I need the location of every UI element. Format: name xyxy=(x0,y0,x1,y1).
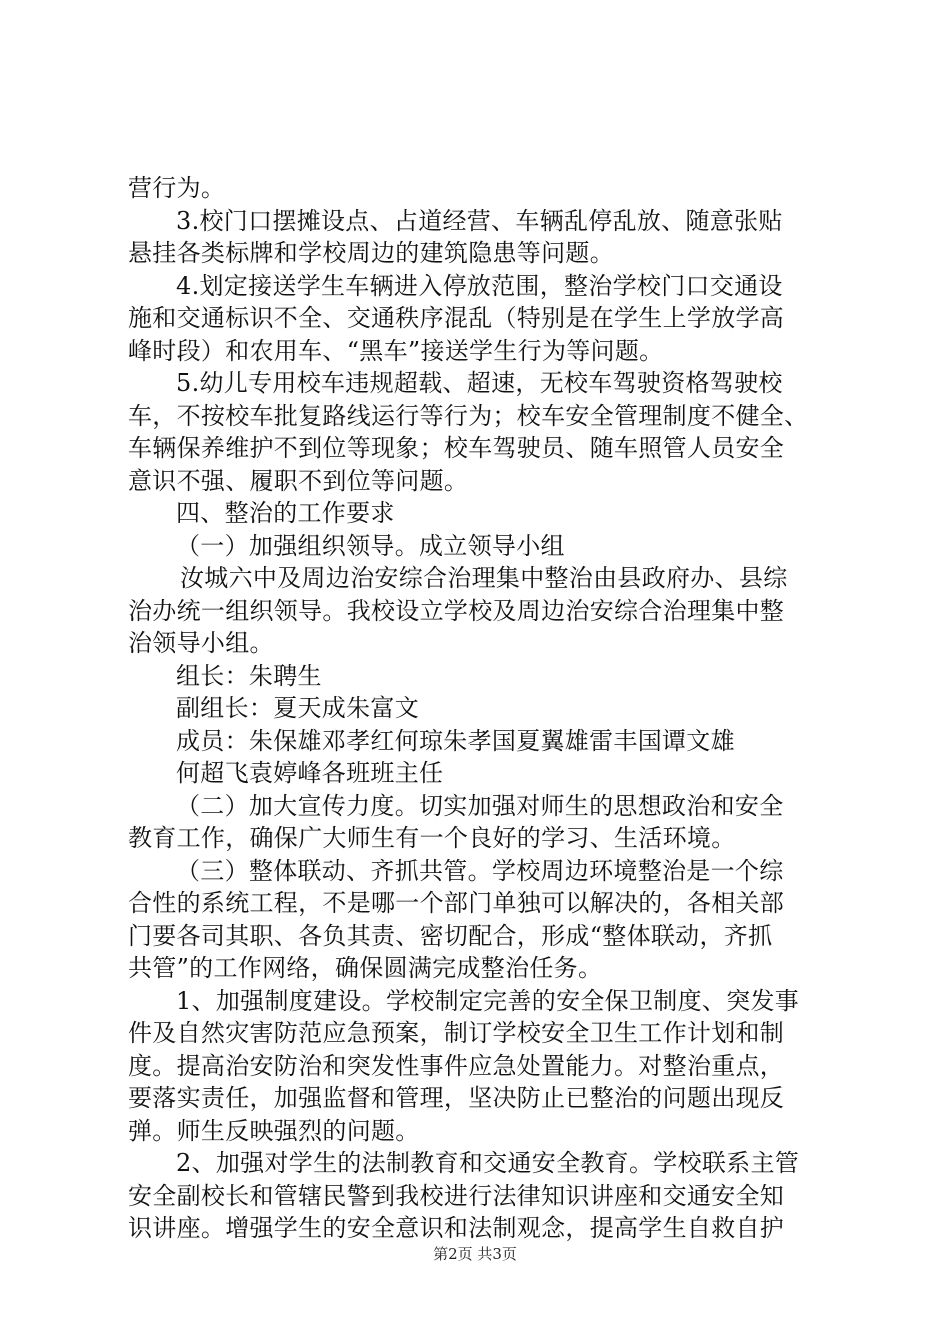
text-line: 1、加强制度建设。学校制定完善的安全保卫制度、突发事 xyxy=(176,986,800,1015)
subsection-heading: （三）整体联动、齐抓共管。学校周边环境整治是一个综 xyxy=(176,856,784,885)
text-line: 5.幼儿专用校车违规超载、超速，无校车驾驶资格驾驶校 xyxy=(176,369,783,397)
document-body xyxy=(128,172,828,1245)
text-line: 峰时段）和农用车、“黑车”接送学生行为等问题。 xyxy=(128,336,664,365)
text-line: 组长：朱聘生 xyxy=(176,661,322,690)
text-line: 教育工作，确保广大师生有一个良好的学习、生活环境。 xyxy=(128,824,736,852)
text-line: 门要各司其职、各负其责、密切配合，形成“整体联动，齐抓 xyxy=(128,921,773,950)
text-line: 共管”的工作网络，确保圆满完成整治任务。 xyxy=(128,954,603,982)
text-line: 何超飞袁婷峰各班班主任 xyxy=(176,759,444,787)
page-number-footer: 第2页 共3页 xyxy=(433,1245,517,1263)
text-line: 悬挂各类标牌和学校周边的建筑隐患等问题。 xyxy=(128,239,614,267)
text-line: 识讲座。增强学生的安全意识和法制观念，提高学生自救自护 xyxy=(128,1214,785,1242)
text-line: 车辆保养维护不到位等现象；校车驾驶员、随车照管人员安全 xyxy=(128,434,785,462)
text-line: 副组长：夏天成朱富文 xyxy=(176,694,419,722)
text-line: 安全副校长和管辖民警到我校进行法律知识讲座和交通安全知 xyxy=(128,1181,785,1210)
subsection-heading: （一）加强组织领导。成立领导小组 xyxy=(176,531,565,560)
text-line: 弹。师生反映强烈的问题。 xyxy=(128,1116,420,1145)
section-heading: 四、整治的工作要求 xyxy=(176,499,395,527)
text-line: 成员：朱保雄邓孝红何琼朱孝国夏翼雄雷丰国谭文雄 xyxy=(176,726,735,755)
text-line: 治领导小组。 xyxy=(128,629,274,657)
text-line: 治办统一组织领导。我校设立学校及周边治安综合治理集中整 xyxy=(128,596,785,625)
text-line: 汝城六中及周边治安综合治理集中整治由县政府办、县综 xyxy=(180,564,788,592)
text-line: 件及自然灾害防范应急预案，制订学校安全卫生工作计划和制 xyxy=(128,1019,785,1047)
text-line: 3.校门口摆摊设点、占道经营、车辆乱停乱放、随意张贴 xyxy=(176,206,783,235)
text-line: 合性的系统工程，不是哪一个部门单独可以解决的，各相关部 xyxy=(128,889,785,917)
text-line: 施和交通标识不全、交通秩序混乱（特别是在学生上学放学高 xyxy=(128,304,785,332)
text-line: 营行为。 xyxy=(128,174,226,202)
text-line: 要落实责任，加强监督和管理，坚决防止已整治的问题出现反 xyxy=(128,1084,785,1112)
text-line: 意识不强、履职不到位等问题。 xyxy=(128,466,469,495)
subsection-heading: （二）加大宣传力度。切实加强对师生的思想政治和安全 xyxy=(176,791,784,820)
text-line: 2、加强对学生的法制教育和交通安全教育。学校联系主管 xyxy=(176,1149,800,1177)
text-line: 度。提高治安防治和突发性事件应急处置能力。对整治重点， xyxy=(128,1051,785,1080)
text-line: 车，不按校车批复路线运行等行为；校车安全管理制度不健全、 xyxy=(128,401,809,430)
text-line: 4.划定接送学生车辆进入停放范围，整治学校门口交通设 xyxy=(176,271,783,300)
